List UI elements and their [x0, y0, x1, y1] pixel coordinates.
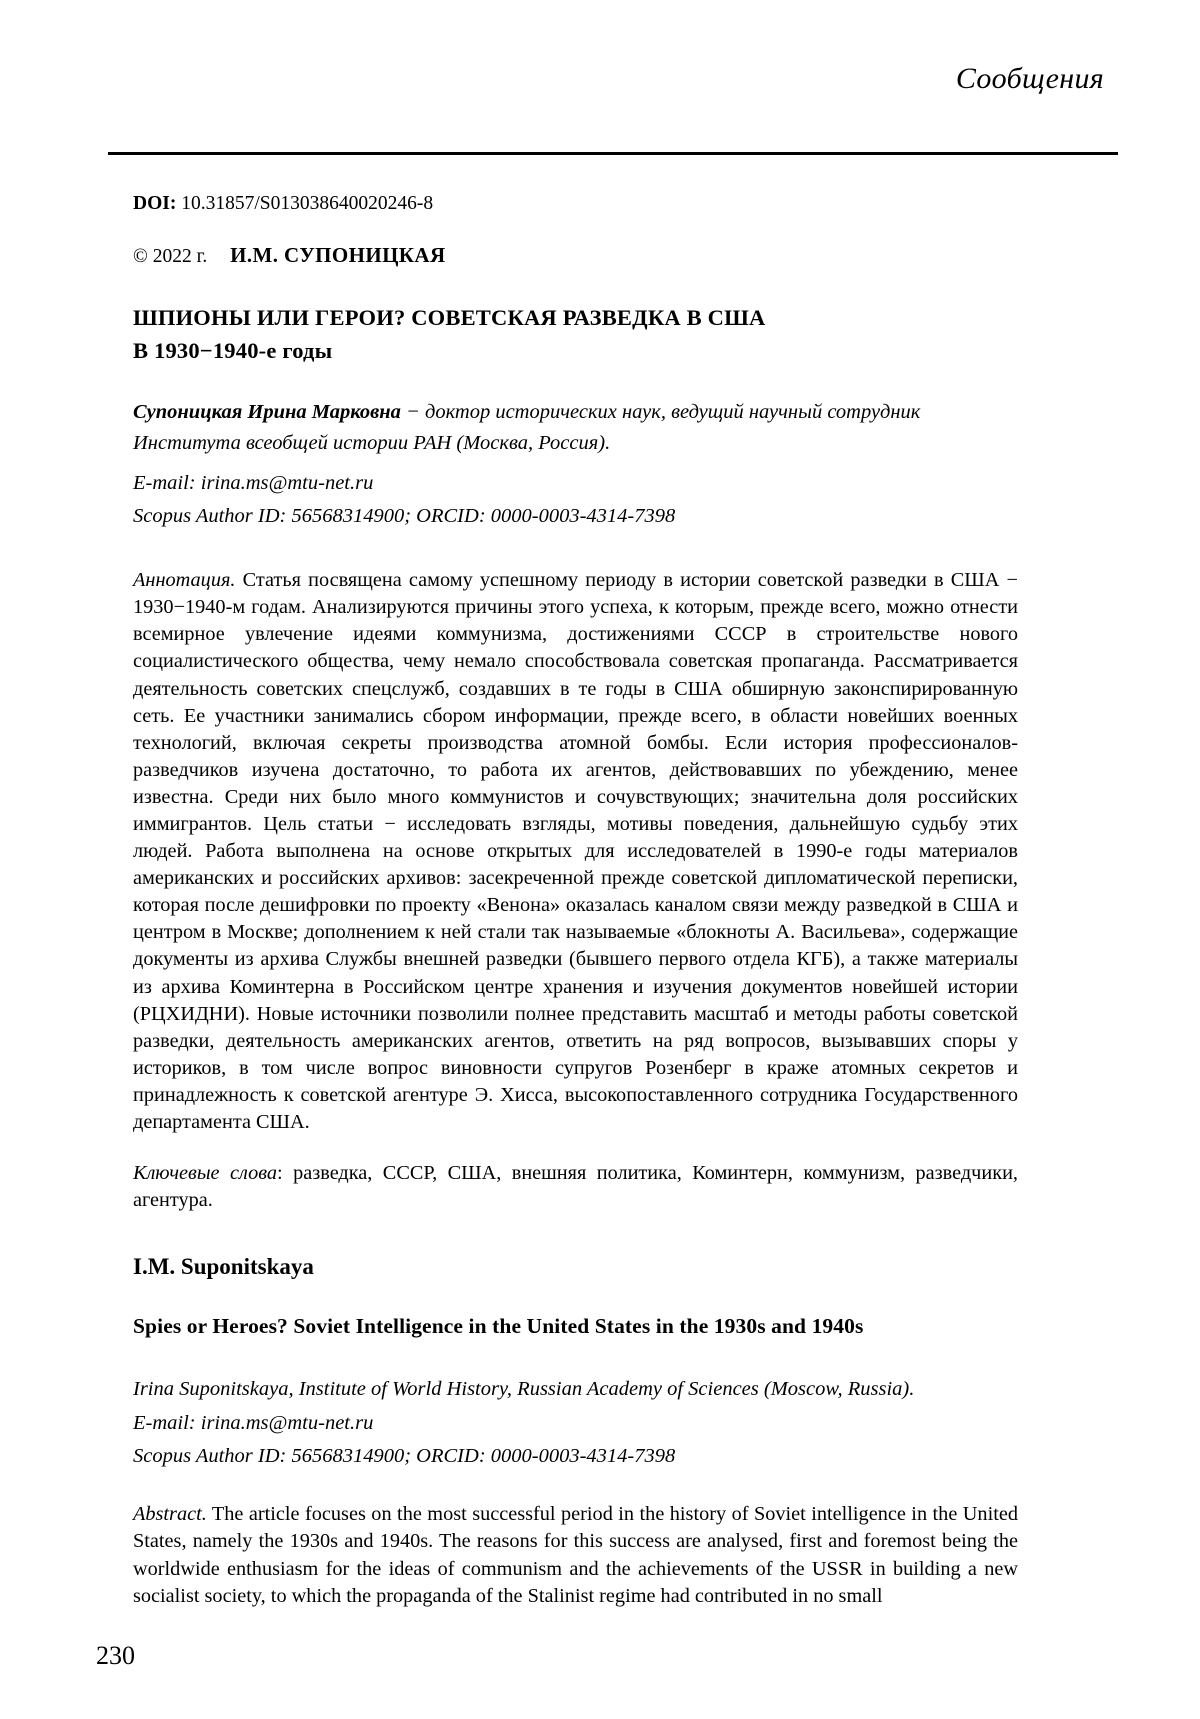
author-ids-ru: Scopus Author ID: 56568314900; ORCID: 0000-0003-4314-7398: [133, 504, 676, 527]
running-head: Сообщения: [955, 62, 1104, 95]
author-name-en: I.M. Suponitskaya: [133, 1254, 314, 1280]
doi-value: 10.31857/S013038640020246-8: [181, 193, 434, 214]
keywords-ru: [133, 1160, 1018, 1214]
keywords-text-ru: : разведка, СССР, США, внешняя политика, Коминтерн, коммунизм, разведчики, агентура.: [133, 1162, 1018, 1212]
copyright-text: © 2022 г.: [133, 246, 208, 267]
abstract-ru: [133, 567, 1018, 1136]
email-en: E-mail: irina.ms@mtu-net.ru: [133, 1411, 374, 1434]
abstract-text-ru: Статья посвящена самому успешному периоду в истории советской разведки в США − 1930−1940-м годам. Анализируются причины этого успеха, к которым, прежде всего, можно отнести всемирное увлечение идеями коммунизма, достижениями СССР в строительстве нового социалистического общества, чему немало способствовала советская пропаганда. Рассматривается деятельность советских спецслужб, создавших в те годы в США обширную законспирированную сеть. Ее участники занимались сбором информации, прежде всего, в области новейших военных технологий, включая секреты производства атомной бомбы. Если история профессионалов-разведчиков изучена достаточно, то работа их агентов, действовавших по убеждению, менее известна. Среди них было много коммунистов и сочувствующих; значительна доля российских иммигрантов. Цель статьи − исследовать взгляды, мотивы поведения, дальнейшую судьбу этих людей. Работа выполнена на основе открытых для исследователей в 1990-е годы материалов американских и российских архивов: засекреченной прежде советской дипломатической переписки, которая после дешифровки по проекту «Венона» оказалась каналом связи между разведкой в США и центром в Москве; дополнением к ней стали так называемые «блокноты А. Васильева», содержащие документы из архива Службы внешней разведки (бывшего первого отдела КГБ), а также материалы из архива Коминтерна в Российском центре хранения и изучения документов новейшей истории (РЦХИДНИ). Новые источники позволили полнее представить масштаб и методы работы советской разведки, деятельность американских агентов, ответить на ряд вопросов, вызывавших споры у историков, в том числе вопрос виновности супругов Розенберг в краже атомных секретов и принадлежность к советской агентуре Э. Хисса, высокопоставленного сотрудника Государственного департамента США.: [133, 569, 1018, 1134]
affiliation-en: Irina Suponitskaya, Institute of World History, Russian Academy of Sciences (Moscow, Russia).: [133, 1378, 915, 1401]
doi-label: DOI:: [133, 193, 177, 214]
abstract-text-en: The article focuses on the most successful period in the history of Soviet intelligence in the United States, namely the 1930s and 1940s. The reasons for this success are analysed, first and foremost being the worldwide enthusiasm for the ideas of communism and the achievements of the USSR in building a new socialist society, to which the propaganda of the Stalinist regime had contributed in no small: [133, 1502, 1018, 1607]
affiliation-description: − доктор исторических наук, ведущий научный сотрудник Института всеобщей истории РАН (Москва, Россия).: [133, 401, 921, 454]
abstract-label-en: Abstract.: [133, 1502, 207, 1525]
affiliation-ru: [133, 397, 1018, 459]
copyright-line: [133, 243, 1018, 268]
author-ids-en: Scopus Author ID: 56568314900; ORCID: 0000-0003-4314-7398: [133, 1444, 676, 1467]
abstract-label-ru: Аннотация.: [133, 569, 236, 592]
page-number: 230: [96, 1641, 135, 1670]
title-line-1: ШПИОНЫ ИЛИ ГЕРОИ? СОВЕТСКАЯ РАЗВЕДКА В США: [133, 305, 766, 330]
title-en: Spies or Heroes? Soviet Intelligence in the United States in the 1930s and 1940s: [133, 1314, 864, 1339]
email-ru: E-mail: irina.ms@mtu-net.ru: [133, 471, 374, 494]
title-line-2: В 1930−1940-е годы: [133, 337, 333, 363]
header-divider: [108, 152, 1118, 155]
page-title: [133, 302, 1018, 367]
abstract-en: [133, 1501, 1018, 1610]
affiliation-author-name: Супоницкая Ирина Марковна: [133, 401, 401, 424]
article-content: [133, 193, 1018, 1610]
keywords-label-ru: Ключевые слова: [133, 1162, 278, 1185]
author-name-ru: И.М. СУПОНИЦКАЯ: [230, 243, 446, 267]
doi-line: [133, 193, 1018, 215]
